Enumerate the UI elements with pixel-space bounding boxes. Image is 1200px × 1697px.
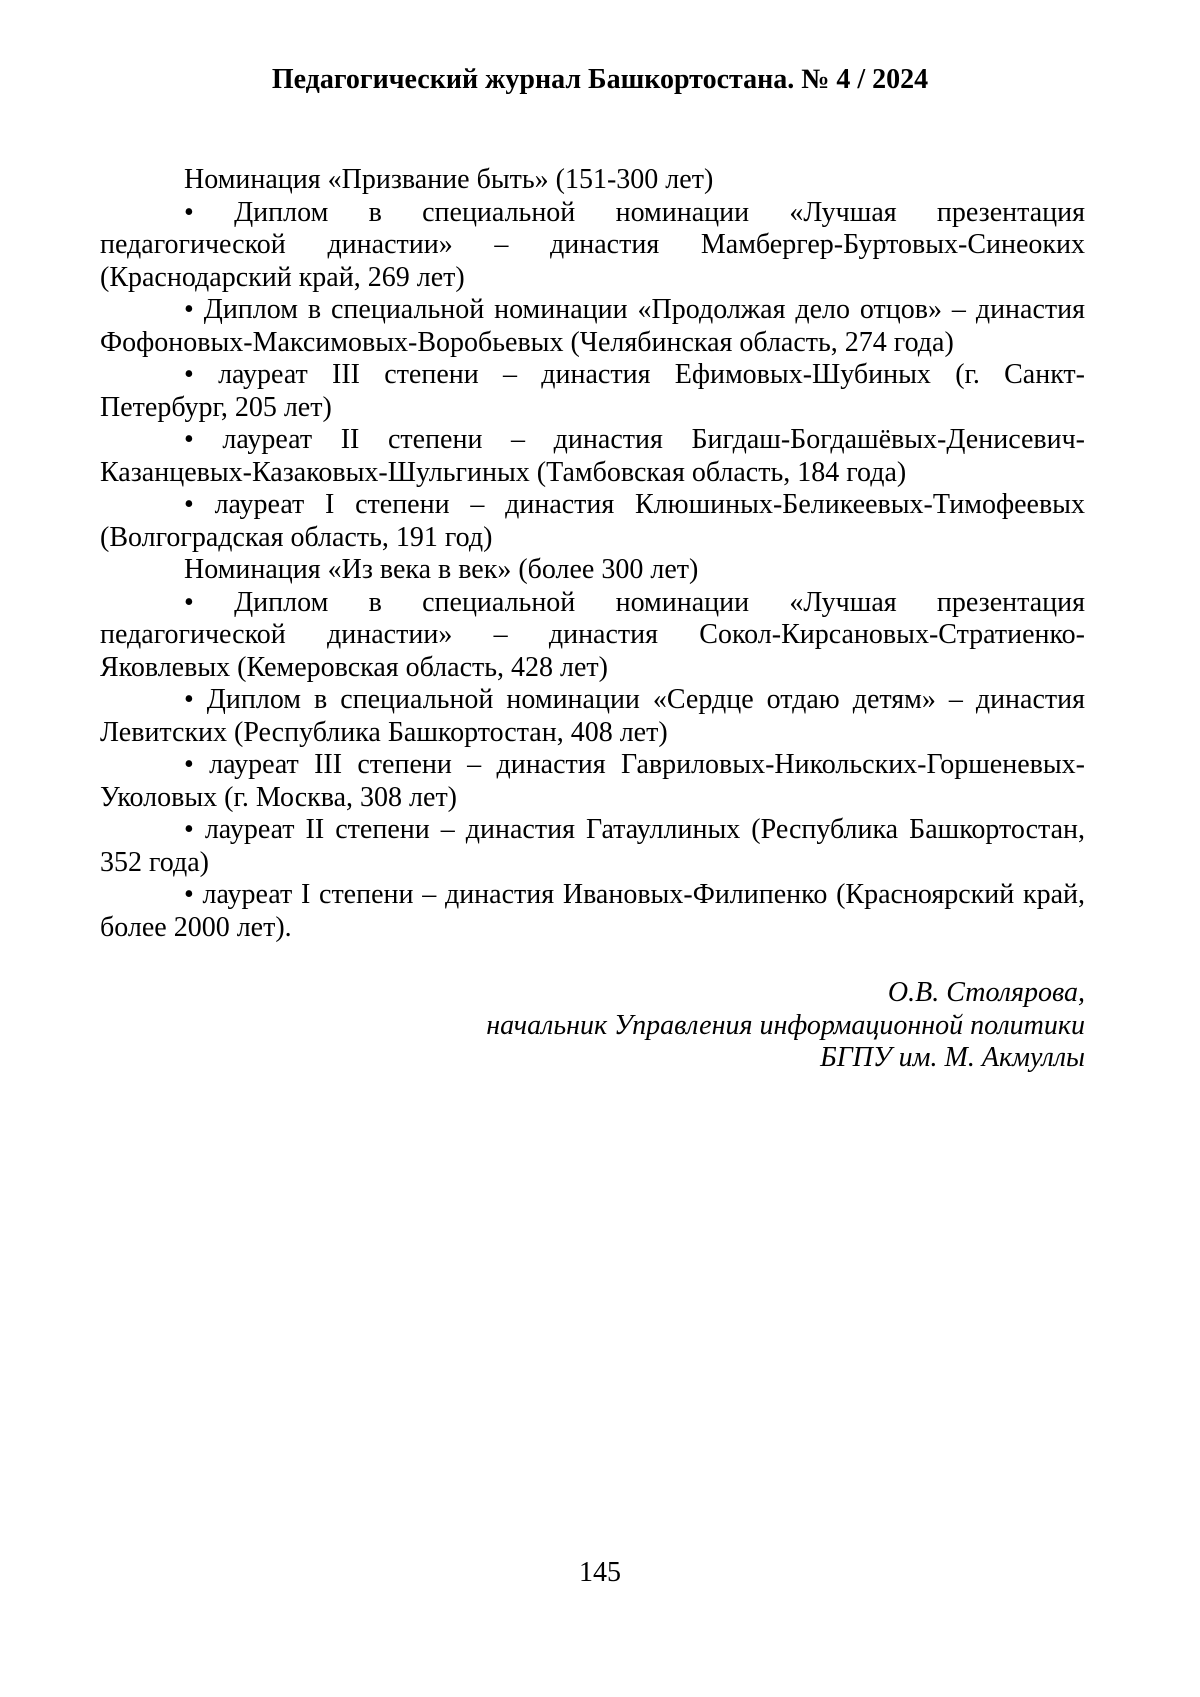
text-line: • Диплом в специальной номинации «Лучшая презентация bbox=[184, 196, 1085, 228]
text-line: Петербург, 205 лет) bbox=[100, 391, 332, 423]
text-line: 352 года) bbox=[100, 846, 209, 878]
text-line: Номинация «Из века в век» (более 300 лет) bbox=[184, 554, 699, 585]
text-line: Уколовых (г. Москва, 308 лет) bbox=[100, 781, 457, 813]
text-line: (Волгоградская область, 191 год) bbox=[100, 521, 493, 553]
text-line: Яковлевых (Кемеровская область, 428 лет) bbox=[100, 651, 608, 683]
signature-line: О.В. Столярова, bbox=[887, 977, 1085, 1008]
signature-line: начальник Управления информационной политики bbox=[486, 1009, 1085, 1041]
journal-running-head: Педагогический журнал Башкортостана. № 4 / 2024 bbox=[271, 64, 929, 95]
text-line: • Диплом в специальной номинации «Лучшая презентация bbox=[184, 586, 1085, 618]
text-line: • лауреат I степени – династия Клюшиных-Беликеевых-Тимофеевых bbox=[184, 489, 1085, 520]
signature-line: БГПУ им. М. Акмуллы bbox=[820, 1042, 1085, 1073]
text-line: • лауреат III степени – династия Ефимовых-Шубиных (г. Санкт- bbox=[184, 359, 1085, 390]
text-line: педагогической династии» – династия Сокол-Кирсановых-Стратиенко- bbox=[100, 619, 1085, 650]
text-line: более 2000 лет). bbox=[100, 911, 292, 943]
signature-block bbox=[100, 977, 1085, 1075]
text-line: • Диплом в специальной номинации «Продолжая дело отцов» – династия bbox=[184, 294, 1085, 325]
page-number: 145 bbox=[579, 1557, 621, 1588]
text-line: Номинация «Призвание быть» (151-300 лет) bbox=[184, 164, 714, 195]
text-line: педагогической династии» – династия Мамбергер-Буртовых-Синеоких bbox=[100, 229, 1085, 260]
text-line: • лауреат III степени – династия Гавриловых-Никольских-Горшеневых- bbox=[184, 749, 1085, 780]
article-body bbox=[100, 164, 1085, 944]
text-line: Казанцевых-Казаковых-Шульгиных (Тамбовская область, 184 года) bbox=[100, 456, 907, 488]
text-line: Фофоновых-Максимовых-Воробьевых (Челябинская область, 274 года) bbox=[100, 326, 954, 358]
text-line: • лауреат II степени – династия Гатауллиных (Республика Башкортостан, bbox=[184, 814, 1085, 845]
text-line: • Диплом в специальной номинации «Сердце отдаю детям» – династия bbox=[184, 684, 1085, 715]
text-line: Левитских (Республика Башкортостан, 408 лет) bbox=[100, 716, 668, 748]
text-line: • лауреат II степени – династия Бигдаш-Богдашёвых-Денисевич- bbox=[184, 424, 1085, 455]
text-line: • лауреат I степени – династия Ивановых-Филипенко (Красноярский край, bbox=[184, 879, 1085, 910]
text-line: (Краснодарский край, 269 лет) bbox=[100, 261, 465, 293]
